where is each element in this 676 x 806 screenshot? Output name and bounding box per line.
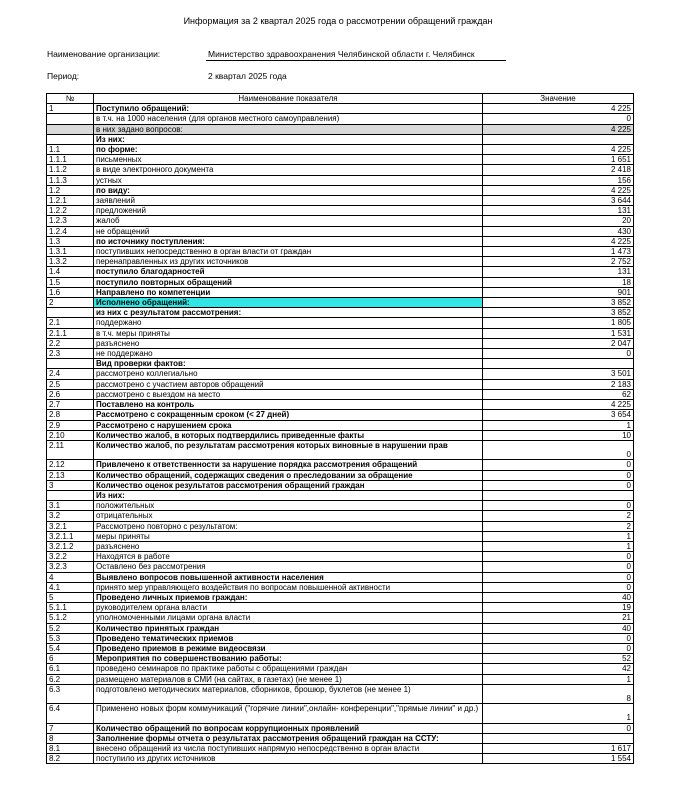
row-indicator-name: руководителем органа власти bbox=[94, 603, 483, 613]
period-label: Период: bbox=[47, 71, 80, 81]
row-value: 0 bbox=[483, 480, 634, 490]
table-row bbox=[47, 733, 634, 743]
row-number: 2.9 bbox=[47, 420, 94, 430]
row-value: 4 225 bbox=[483, 104, 634, 114]
row-indicator-name: поступило из других источников bbox=[94, 754, 483, 764]
row-indicator-name: из них с результатом рассмотрения: bbox=[94, 308, 483, 318]
table-row bbox=[47, 603, 634, 613]
row-indicator-name: Применено новых форм коммуникаций ("горячие линии",онлайн- конференции","прямые линии" и др.) bbox=[94, 704, 483, 723]
row-value: 2 418 bbox=[483, 165, 634, 175]
organization-label: Наименование организации: bbox=[47, 49, 161, 59]
row-value bbox=[483, 733, 634, 743]
row-number: 4.1 bbox=[47, 582, 94, 592]
row-number: 2.8 bbox=[47, 410, 94, 420]
table-row bbox=[47, 400, 634, 410]
row-indicator-name: поступило повторных обращений bbox=[94, 277, 483, 287]
table-row bbox=[47, 369, 634, 379]
table-row bbox=[47, 226, 634, 236]
table-row bbox=[47, 165, 634, 175]
row-value: 0 bbox=[483, 582, 634, 592]
row-indicator-name: Исполнено обращений: bbox=[94, 298, 483, 308]
period-value: 2 квартал 2025 года bbox=[208, 71, 287, 81]
row-indicator-name: не поддержано bbox=[94, 349, 483, 359]
table-row bbox=[47, 633, 634, 643]
table-row bbox=[47, 582, 634, 592]
row-number: 1.3 bbox=[47, 236, 94, 246]
table-row bbox=[47, 754, 634, 764]
table-row bbox=[47, 410, 634, 420]
row-value: 3 852 bbox=[483, 308, 634, 318]
row-indicator-name: предложений bbox=[94, 206, 483, 216]
row-indicator-name: в виде электронного документа bbox=[94, 165, 483, 175]
row-number: 1.5 bbox=[47, 277, 94, 287]
table-row bbox=[47, 155, 634, 165]
table-row bbox=[47, 277, 634, 287]
table-row bbox=[47, 723, 634, 733]
row-indicator-name: поступило благодарностей bbox=[94, 267, 483, 277]
row-number: 2.4 bbox=[47, 369, 94, 379]
table-row bbox=[47, 592, 634, 602]
table-row bbox=[47, 664, 634, 674]
row-indicator-name: по форме: bbox=[94, 145, 483, 155]
row-indicator-name: Рассмотрено с сокращенным сроком (< 27 дней) bbox=[94, 410, 483, 420]
row-value: 1 bbox=[483, 541, 634, 551]
table-row bbox=[47, 420, 634, 430]
row-indicator-name: Направлено по компетенции bbox=[94, 287, 483, 297]
row-number: 6.2 bbox=[47, 674, 94, 684]
row-value: 0 bbox=[483, 460, 634, 470]
row-value: 62 bbox=[483, 389, 634, 399]
table-row bbox=[47, 480, 634, 490]
table-row bbox=[47, 379, 634, 389]
row-indicator-name: Количество оценок результатов рассмотрения обращений граждан bbox=[94, 480, 483, 490]
row-value: 1 651 bbox=[483, 155, 634, 165]
row-indicator-name: Количество жалоб, по результатам рассмотрения которых виновные в нарушении прав bbox=[94, 440, 483, 459]
row-value: 1 bbox=[483, 674, 634, 684]
row-indicator-name: в них задано вопросов: bbox=[94, 124, 483, 134]
row-value: 156 bbox=[483, 175, 634, 185]
table-row bbox=[47, 216, 634, 226]
row-number bbox=[47, 359, 94, 369]
organization-underline bbox=[206, 60, 506, 61]
table-row bbox=[47, 389, 634, 399]
row-number: 5.3 bbox=[47, 633, 94, 643]
row-value: 0 bbox=[483, 562, 634, 572]
table-row bbox=[47, 552, 634, 562]
row-number: 2.12 bbox=[47, 460, 94, 470]
row-value: 2 bbox=[483, 511, 634, 521]
row-value: 2 183 bbox=[483, 379, 634, 389]
row-indicator-name: подготовлено методических материалов, сборников, брошюр, буклетов (не менее 1) bbox=[94, 684, 483, 703]
row-number: 2.1.1 bbox=[47, 328, 94, 338]
row-indicator-name: по виду: bbox=[94, 185, 483, 195]
table-row bbox=[47, 623, 634, 633]
row-indicator-name: Количество обращений по вопросам коррупционных проявлений bbox=[94, 723, 483, 733]
row-number bbox=[47, 114, 94, 124]
row-indicator-name: жалоб bbox=[94, 216, 483, 226]
table-row bbox=[47, 196, 634, 206]
row-number: 1.4 bbox=[47, 267, 94, 277]
row-number: 1.2.4 bbox=[47, 226, 94, 236]
header-indicator-name: Наименование показателя bbox=[94, 94, 483, 104]
row-indicator-name: рассмотрено коллегиально bbox=[94, 369, 483, 379]
row-indicator-name: Рассмотрено с нарушением срока bbox=[94, 420, 483, 430]
row-indicator-name: Количество принятых граждан bbox=[94, 623, 483, 633]
row-number: 3.2.1 bbox=[47, 521, 94, 531]
row-value: 4 225 bbox=[483, 145, 634, 155]
row-value: 4 225 bbox=[483, 400, 634, 410]
row-indicator-name: Мероприятия по совершенствованию работы: bbox=[94, 654, 483, 664]
table-row bbox=[47, 318, 634, 328]
table-row bbox=[47, 572, 634, 582]
row-indicator-name: в т.ч. меры приняты bbox=[94, 328, 483, 338]
row-number: 1.1 bbox=[47, 145, 94, 155]
row-indicator-name: проведено семинаров по практике работы с обращениями граждан bbox=[94, 664, 483, 674]
row-number: 3.2.3 bbox=[47, 562, 94, 572]
row-indicator-name: внесено обращений из числа поступивших напрямую непосредственно в орган власти bbox=[94, 743, 483, 753]
table-row bbox=[47, 145, 634, 155]
row-indicator-name: Из них: bbox=[94, 490, 483, 500]
row-indicator-name: разъяснено bbox=[94, 541, 483, 551]
row-number: 6.1 bbox=[47, 664, 94, 674]
row-number: 1.1.2 bbox=[47, 165, 94, 175]
table-row bbox=[47, 511, 634, 521]
table-row bbox=[47, 531, 634, 541]
table-row bbox=[47, 338, 634, 348]
row-number: 1.3.1 bbox=[47, 247, 94, 257]
row-indicator-name: не обращений bbox=[94, 226, 483, 236]
row-value: 1 bbox=[483, 531, 634, 541]
row-number: 2.1 bbox=[47, 318, 94, 328]
row-indicator-name: поступивших непосредственно в орган власти от граждан bbox=[94, 247, 483, 257]
table-row bbox=[47, 308, 634, 318]
table-row bbox=[47, 206, 634, 216]
table-row bbox=[47, 247, 634, 257]
row-value: 19 bbox=[483, 603, 634, 613]
table-row bbox=[47, 613, 634, 623]
table-row bbox=[47, 460, 634, 470]
table-row bbox=[47, 359, 634, 369]
row-number: 1.2.2 bbox=[47, 206, 94, 216]
row-number: 1 bbox=[47, 104, 94, 114]
row-indicator-name: Проведено личных приемов граждан: bbox=[94, 592, 483, 602]
row-number: 3.2.1.1 bbox=[47, 531, 94, 541]
row-indicator-name: рассмотрено с выездом на место bbox=[94, 389, 483, 399]
row-indicator-name: Оставлено без рассмотрения bbox=[94, 562, 483, 572]
row-value: 0 bbox=[483, 349, 634, 359]
row-number: 1.1.1 bbox=[47, 155, 94, 165]
row-number: 4 bbox=[47, 572, 94, 582]
row-value: 2 bbox=[483, 521, 634, 531]
table-row bbox=[47, 298, 634, 308]
row-number: 2.11 bbox=[47, 440, 94, 459]
row-number: 5.2 bbox=[47, 623, 94, 633]
report-title: Информация за 2 квартал 2025 года о рассмотрении обращений граждан bbox=[183, 16, 493, 26]
row-indicator-name: Проведено тематических приемов bbox=[94, 633, 483, 643]
table-body bbox=[47, 104, 634, 764]
row-value bbox=[483, 359, 634, 369]
table-row bbox=[47, 674, 634, 684]
row-value: 18 bbox=[483, 277, 634, 287]
row-indicator-name: Выявлено вопросов повышенной активности населения bbox=[94, 572, 483, 582]
table-row bbox=[47, 704, 634, 723]
row-number bbox=[47, 134, 94, 144]
row-value: 1 805 bbox=[483, 318, 634, 328]
row-value: 1 bbox=[483, 420, 634, 430]
table-row bbox=[47, 134, 634, 144]
row-indicator-name: положительных bbox=[94, 501, 483, 511]
row-number: 5.1.2 bbox=[47, 613, 94, 623]
row-indicator-name: поддержано bbox=[94, 318, 483, 328]
row-indicator-name: разъяснено bbox=[94, 338, 483, 348]
row-number bbox=[47, 308, 94, 318]
row-value: 4 225 bbox=[483, 236, 634, 246]
row-value: 0 bbox=[483, 552, 634, 562]
row-indicator-name: Проведено приемов в режиме видеосвязи bbox=[94, 643, 483, 653]
row-number: 2 bbox=[47, 298, 94, 308]
row-value: 0 bbox=[483, 572, 634, 582]
row-number: 3.2.2 bbox=[47, 552, 94, 562]
row-value: 3 501 bbox=[483, 369, 634, 379]
row-value: 52 bbox=[483, 654, 634, 664]
row-value: 2 752 bbox=[483, 257, 634, 267]
table-row bbox=[47, 124, 634, 134]
row-value: 42 bbox=[483, 664, 634, 674]
table-row bbox=[47, 349, 634, 359]
row-indicator-name: перенаправленных из других источников bbox=[94, 257, 483, 267]
row-number: 3.2 bbox=[47, 511, 94, 521]
table-row bbox=[47, 267, 634, 277]
table-row bbox=[47, 562, 634, 572]
table-row bbox=[47, 104, 634, 114]
row-value: 1 617 bbox=[483, 743, 634, 753]
row-indicator-name: Рассмотрено повторно с результатом: bbox=[94, 521, 483, 531]
row-value: 40 bbox=[483, 623, 634, 633]
row-number: 2.2 bbox=[47, 338, 94, 348]
table-row bbox=[47, 521, 634, 531]
table-row bbox=[47, 175, 634, 185]
table-row bbox=[47, 440, 634, 459]
row-number: 1.2.1 bbox=[47, 196, 94, 206]
row-indicator-name: устных bbox=[94, 175, 483, 185]
row-number: 6.3 bbox=[47, 684, 94, 703]
header-value: Значение bbox=[483, 94, 634, 104]
table-row bbox=[47, 185, 634, 195]
row-indicator-name: Вид проверки фактов: bbox=[94, 359, 483, 369]
row-value: 0 bbox=[483, 633, 634, 643]
table-row bbox=[47, 470, 634, 480]
row-number: 7 bbox=[47, 723, 94, 733]
table-row bbox=[47, 541, 634, 551]
row-number: 5.4 bbox=[47, 643, 94, 653]
row-indicator-name: размещено материалов в СМИ (на сайтах, в газетах) (не менее 1) bbox=[94, 674, 483, 684]
row-value: 131 bbox=[483, 206, 634, 216]
row-value: 430 bbox=[483, 226, 634, 236]
row-value: 2 047 bbox=[483, 338, 634, 348]
row-value: 10 bbox=[483, 430, 634, 440]
indicators-table bbox=[46, 93, 634, 764]
row-indicator-name: Заполнение формы отчета о результатах рассмотрения обращений граждан на ССТУ: bbox=[94, 733, 483, 743]
row-number: 2.10 bbox=[47, 430, 94, 440]
row-indicator-name: Привлечено к ответственности за нарушение порядка рассмотрения обращений bbox=[94, 460, 483, 470]
row-indicator-name: по источнику поступления: bbox=[94, 236, 483, 246]
row-value: 40 bbox=[483, 592, 634, 602]
row-number: 2.13 bbox=[47, 470, 94, 480]
table-row bbox=[47, 236, 634, 246]
row-number: 3 bbox=[47, 480, 94, 490]
row-value: 1 bbox=[483, 704, 634, 723]
row-indicator-name: уполномоченными лицами органа власти bbox=[94, 613, 483, 623]
row-indicator-name: Поставлено на контроль bbox=[94, 400, 483, 410]
row-indicator-name: Количество обращений, содержащих сведения о преследовании за обращение bbox=[94, 470, 483, 480]
row-value: 8 bbox=[483, 684, 634, 703]
row-value: 0 bbox=[483, 643, 634, 653]
row-value: 3 654 bbox=[483, 410, 634, 420]
row-number: 2.5 bbox=[47, 379, 94, 389]
table-row bbox=[47, 684, 634, 703]
row-value: 3 644 bbox=[483, 196, 634, 206]
row-number: 2.6 bbox=[47, 389, 94, 399]
row-number: 2.3 bbox=[47, 349, 94, 359]
organization-value: Министерство здравоохранения Челябинской области г. Челябинск bbox=[208, 49, 475, 59]
row-number: 8.1 bbox=[47, 743, 94, 753]
row-number: 1.2.3 bbox=[47, 216, 94, 226]
table-row bbox=[47, 287, 634, 297]
row-indicator-name: Количество жалоб, в которых подтвердились приведенные факты bbox=[94, 430, 483, 440]
row-value: 1 554 bbox=[483, 754, 634, 764]
row-number bbox=[47, 490, 94, 500]
row-value: 0 bbox=[483, 470, 634, 480]
table-row bbox=[47, 501, 634, 511]
table-row bbox=[47, 643, 634, 653]
row-value bbox=[483, 490, 634, 500]
row-indicator-name: Из них: bbox=[94, 134, 483, 144]
table-row bbox=[47, 328, 634, 338]
table-header-row bbox=[47, 94, 634, 104]
row-indicator-name: письменных bbox=[94, 155, 483, 165]
row-indicator-name: заявлений bbox=[94, 196, 483, 206]
row-number: 8 bbox=[47, 733, 94, 743]
row-value bbox=[483, 134, 634, 144]
row-number: 5.1.1 bbox=[47, 603, 94, 613]
row-number: 3.2.1.2 bbox=[47, 541, 94, 551]
row-value: 0 bbox=[483, 501, 634, 511]
header-number: № bbox=[47, 94, 94, 104]
row-number: 6.4 bbox=[47, 704, 94, 723]
row-indicator-name: отрицательных bbox=[94, 511, 483, 521]
row-number: 3.1 bbox=[47, 501, 94, 511]
row-value: 3 852 bbox=[483, 298, 634, 308]
row-number: 8.2 bbox=[47, 754, 94, 764]
table-row bbox=[47, 430, 634, 440]
row-indicator-name: Находятся в работе bbox=[94, 552, 483, 562]
row-number: 1.6 bbox=[47, 287, 94, 297]
row-number: 6 bbox=[47, 654, 94, 664]
row-indicator-name: в т.ч. на 1000 населения (для органов местного самоуправления) bbox=[94, 114, 483, 124]
row-number: 1.1.3 bbox=[47, 175, 94, 185]
row-value: 4 225 bbox=[483, 124, 634, 134]
row-value: 20 bbox=[483, 216, 634, 226]
row-indicator-name: принято мер управляющего воздействия по вопросам повышенной активности bbox=[94, 582, 483, 592]
row-number: 1.2 bbox=[47, 185, 94, 195]
row-indicator-name: меры приняты bbox=[94, 531, 483, 541]
row-value: 0 bbox=[483, 440, 634, 459]
row-number: 2.7 bbox=[47, 400, 94, 410]
table-row bbox=[47, 114, 634, 124]
table-row bbox=[47, 743, 634, 753]
table-row bbox=[47, 654, 634, 664]
row-value: 4 225 bbox=[483, 185, 634, 195]
row-value: 0 bbox=[483, 723, 634, 733]
row-value: 901 bbox=[483, 287, 634, 297]
row-number: 1.3.2 bbox=[47, 257, 94, 267]
row-value: 0 bbox=[483, 114, 634, 124]
row-value: 21 bbox=[483, 613, 634, 623]
row-indicator-name: рассмотрено с участием авторов обращений bbox=[94, 379, 483, 389]
table-row bbox=[47, 490, 634, 500]
row-indicator-name: Поступило обращений: bbox=[94, 104, 483, 114]
row-number: 5 bbox=[47, 592, 94, 602]
row-value: 1 531 bbox=[483, 328, 634, 338]
table-row bbox=[47, 257, 634, 267]
row-value: 1 473 bbox=[483, 247, 634, 257]
row-number bbox=[47, 124, 94, 134]
row-value: 131 bbox=[483, 267, 634, 277]
